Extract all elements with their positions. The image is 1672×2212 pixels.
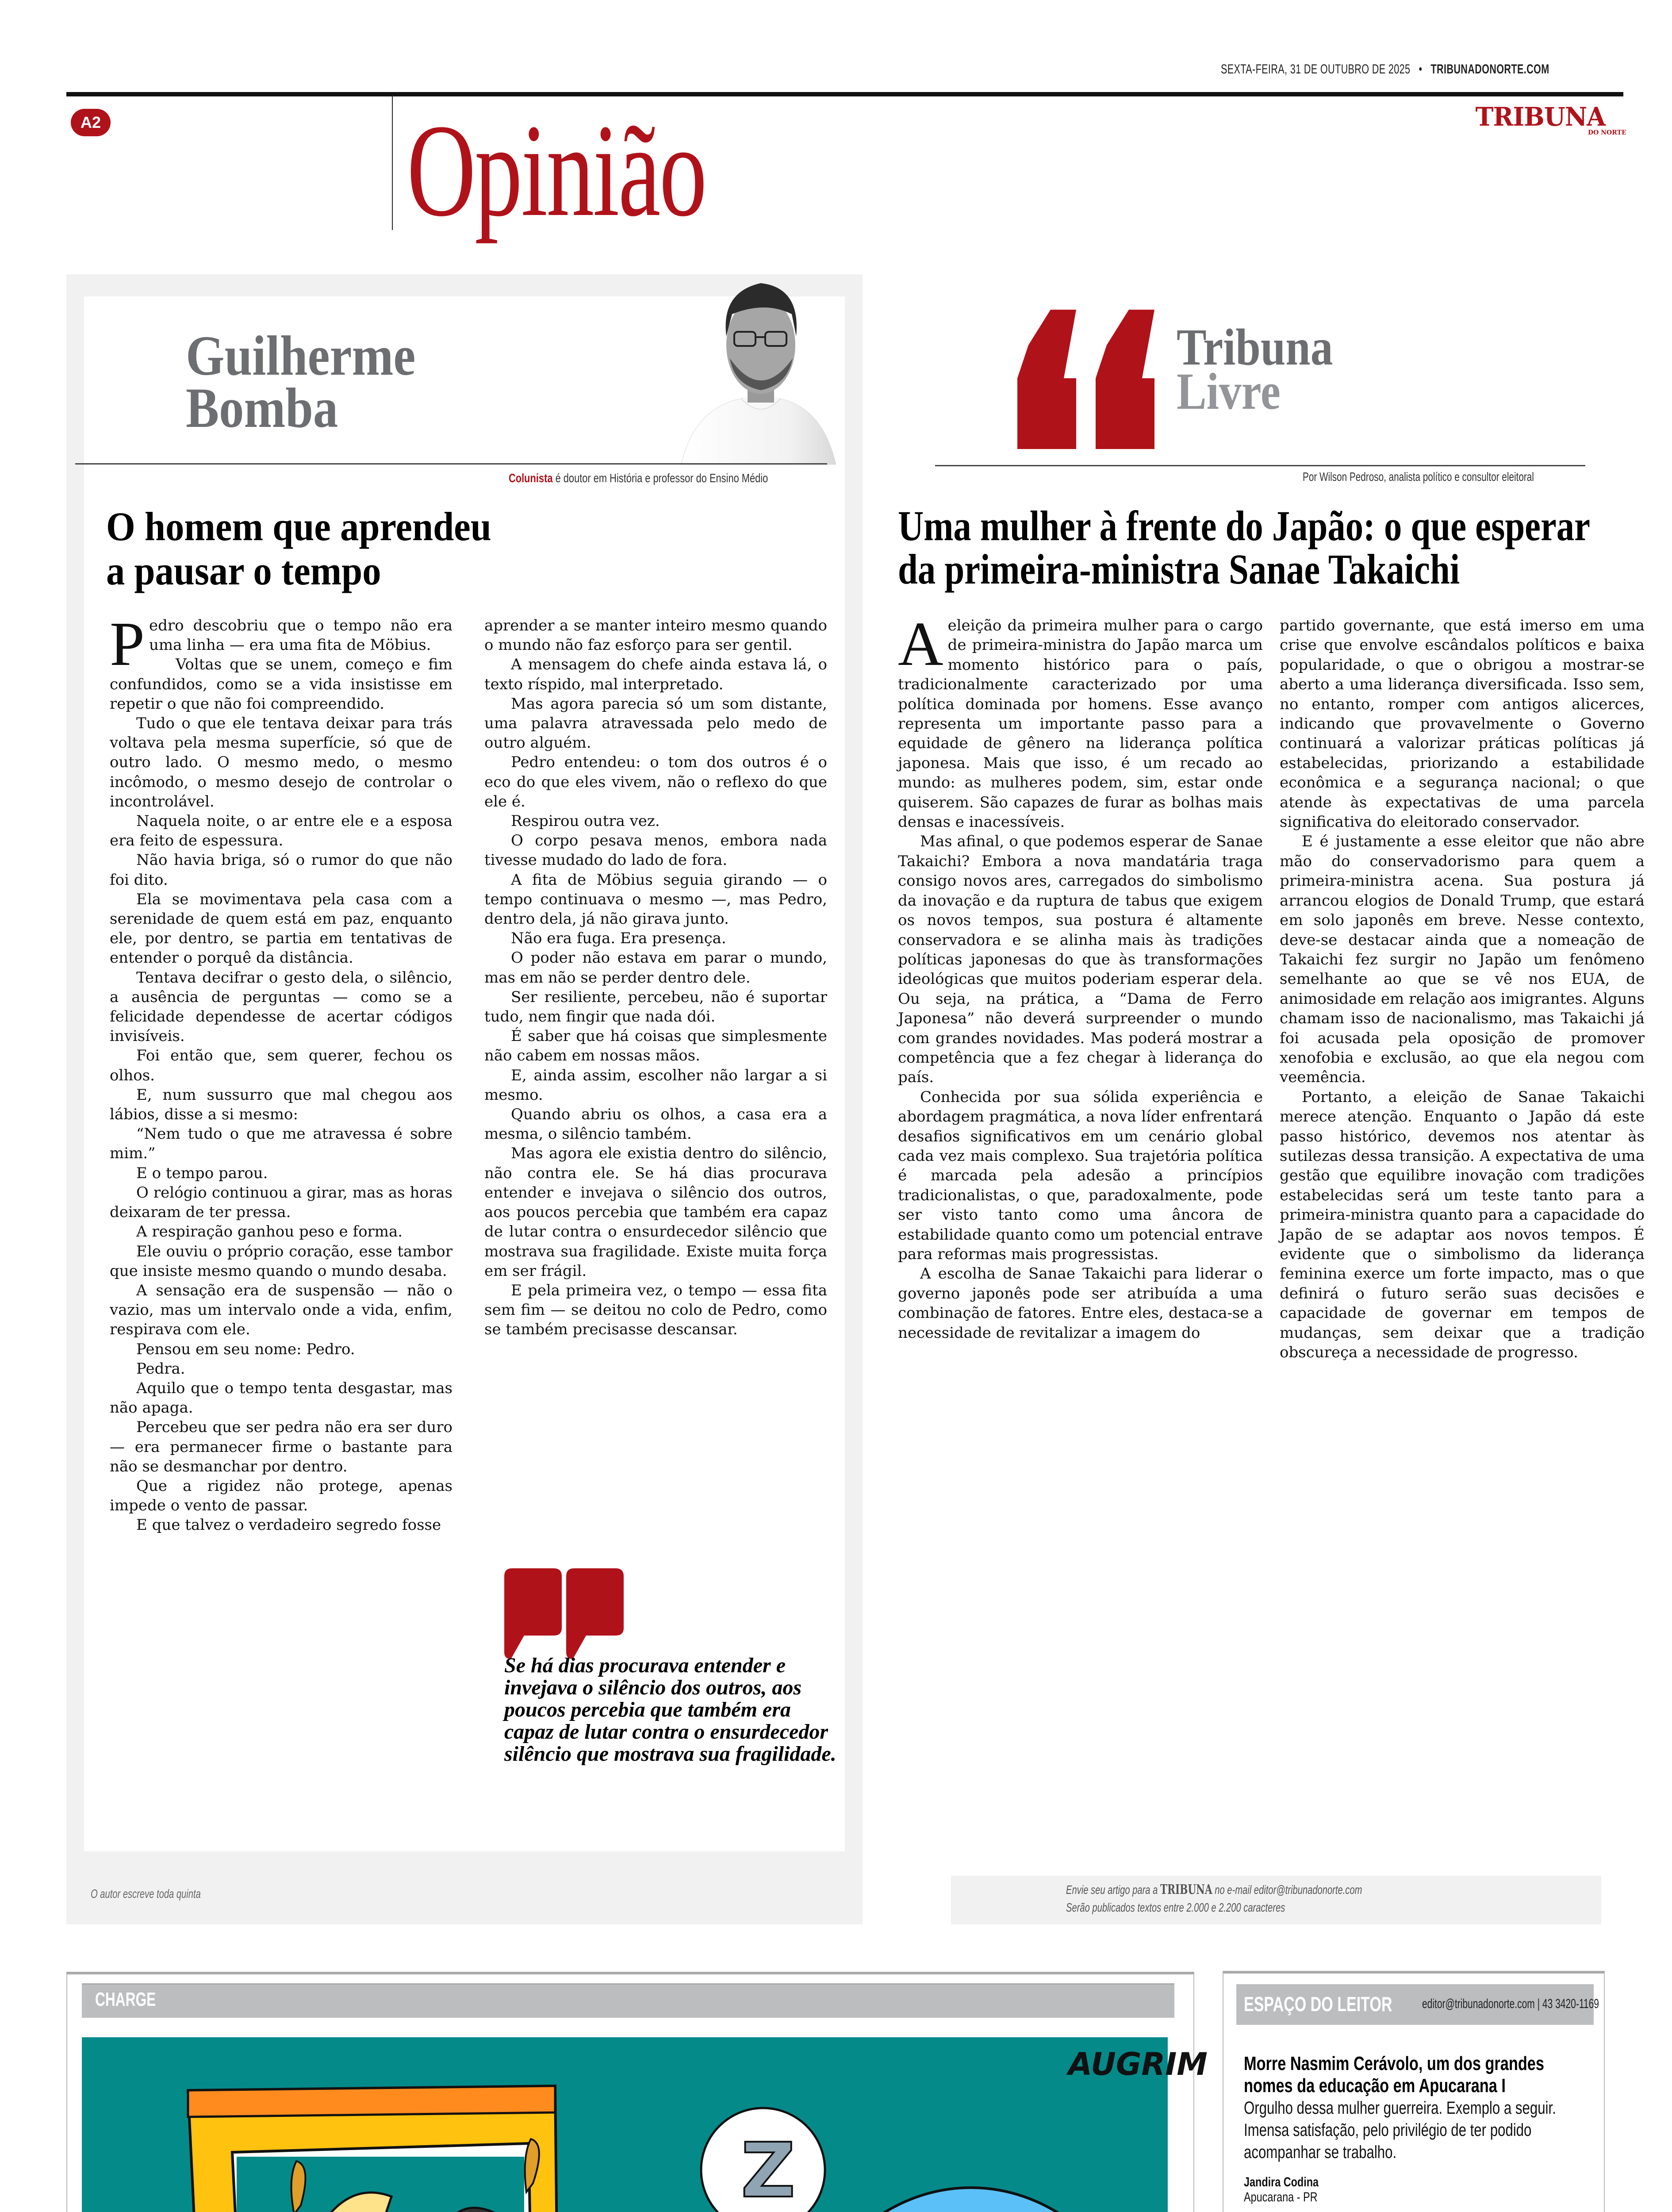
- paragraph: Ela se movimentava pela casa com a serenidade de quem está em paz, enquanto ele, por dentro, se partia em tentativas de entender o porquê da distância.: [110, 890, 453, 967]
- paragraph: A escolha de Sanae Takaichi para liderar o governo japonês pode ser atribuída a uma combinação de fatores. Entre eles, destaca-se a necessidade de revitalizar a imagem do: [898, 1265, 1263, 1342]
- cartoon-signature: AUGRIM: [1068, 2046, 1208, 2082]
- paragraph: Quando abriu os olhos, a casa era a mesma, o silêncio também.: [484, 1106, 827, 1143]
- paragraph: “Nem tudo o que me atravessa é sobre mim.”: [110, 1125, 453, 1163]
- paragraph: Portanto, a eleição de Sanae Takaichi merece atenção. Enquanto o Japão dá este passo histórico, devemos nos atentar às sutilezas dessa transição. A expectativa de uma gestão que equilibre inovação com tradições estabelecidas será um teste tanto para a primeira-ministra quanto para a capacidade do Japão de se adaptar aos novos tempos. É evidente que o simbolismo da liderança feminina exerce um forte impacto, mas o que definirá o futuro serão suas decisões e capacidade de governar em tempos de mudanças, sem deixar que a tradição obscureça a necessidade de progresso.: [1280, 1088, 1645, 1362]
- reader-letter: [1244, 2053, 1589, 2205]
- tribuna-livre-label: [1177, 318, 1333, 420]
- letter-city: Apucarana - PR: [1244, 2190, 1318, 2204]
- article-headline-line-2: da primeira-ministra Sanae Takaichi: [898, 545, 1460, 593]
- paragraph: A eleição da primeira mulher para o cargo de primeira-ministra do Japão marca um momento histórico para o país, tradicionalmente caracterizado por uma política dominada por homens. Esse avanço representa um importante passo para a equidade de gênero na liderança política japonesa. Mais que isso, é um recado ao mundo: as mulheres podem, sim, estar onde quiserem. São capazes de furar as bolhas mais densas e inacessíveis.: [898, 609, 1263, 831]
- website-link[interactable]: TRIBUNADONORTE.COM: [1430, 62, 1549, 77]
- paragraph: Não era fuga. Era presença.: [511, 929, 726, 948]
- paragraph: Foi então que, sem querer, fechou os olhos.: [110, 1047, 453, 1084]
- brand-logo: TRIBUNA: [1475, 102, 1606, 132]
- separator-dot: •: [1419, 62, 1423, 77]
- top-rule: [66, 92, 1623, 96]
- paragraph: Respirou outra vez.: [511, 812, 660, 830]
- paragraph: Voltas que se unem, começo e fim confundidos, como se a vida insistisse em repetir o que não foi compreendido.: [110, 656, 453, 713]
- paragraph: E, ainda assim, escolher não largar a si mesmo.: [484, 1066, 827, 1104]
- paragraph: A mensagem do chefe ainda estava lá, o texto ríspido, mal interpretado.: [484, 656, 827, 693]
- quotation-mark-icon: [1017, 310, 1163, 449]
- columnist-label: Colunista: [509, 471, 553, 485]
- column-text-col-2: [484, 616, 827, 1340]
- paragraph: E que talvez o verdadeiro segredo fosse: [136, 1516, 441, 1534]
- paragraph: É saber que há coisas que simplesmente não cabem em nossas mãos.: [484, 1027, 827, 1065]
- columnist-last-name: Bomba: [186, 376, 338, 439]
- section-title: Opinião: [407, 97, 706, 244]
- paragraph: Pedro entendeu: o tom dos outros é o eco do que eles vivem, não o reflexo do que ele é.: [484, 753, 827, 810]
- page-number-badge: A2: [71, 109, 111, 136]
- paragraph: aprender a se manter inteiro mesmo quando o mundo não faz esforço para ser gentil.: [484, 617, 827, 654]
- paragraph: Mas agora ele existia dentro do silêncio, não contra ele. Se há dias procurava entender e invejava o silêncio dos outros, aos poucos percebia que também era capaz de lutar contra o ensurdecedor silêncio que mostrava sua fragilidade. Existe muita força em ser frágil.: [484, 1144, 827, 1280]
- paragraph: Conhecida por sua sólida experiência e abordagem pragmática, a nova líder enfrentará desafios significativos em um cenário global cada vez mais complexo. Sua trajetória política é marcada pela adesão a princípios tradicionalistas, o que, paradoxalmente, pode ser visto tanto como uma âncora de estabilidade quanto como um potencial entrave para reformas mais progressistas.: [898, 1088, 1263, 1263]
- paragraph: A fita de Möbius seguia girando — o tempo continuava o mesmo —, mas Pedro, dentro dela, já não girava junto.: [484, 871, 827, 928]
- letter-title: Morre Nasmim Cerávolo, um dos grandes nomes da educação em Apucarana I: [1244, 2053, 1544, 2097]
- paragraph: E, num sussurro que mal chegou aos lábios, disse a si mesmo:: [110, 1086, 453, 1124]
- paragraph: Não havia briga, só o rumor do que não foi dito.: [110, 851, 453, 889]
- drop-cap: A: [898, 609, 943, 679]
- paragraph: Mas afinal, o que podemos esperar de Sanae Takaichi? Embora a nova mandatária traga consigo novos ares, carregados do simbolismo da inovação e da ruptura de tabus que exigem os novos tempos, sua postura é altamente conservadora e se alinha mais às tradições políticas japonesas do que às transformações ideológicas que muitos poderiam esperar dela. Ou seja, na prática, a “Dama de Ferro Japonesa” não deverá surpreender o mundo com grandes novidades. Mas poderá mostrar a competência que a fez chegar à liderança do país.: [898, 833, 1263, 1087]
- tribuna-livre-line-1: Tribuna: [1177, 318, 1333, 376]
- letter-author: Jandira Codina: [1244, 2175, 1319, 2189]
- paragraph: Aquilo que o tempo tenta desgastar, mas não apaga.: [110, 1379, 453, 1417]
- paragraph: Pedro descobriu que o tempo não era uma linha — era uma fita de Möbius.: [110, 609, 453, 679]
- paragraph: partido governante, que está imerso em uma crise que envolve escândalos políticos e baixa popularidade, o que o obrigou a mostrar-se aberto a uma liderança diversificada. Isso sem, no entanto, romper com antigos alicerces, indicando que provavelmente o Governo continuará a valorizar práticas políticas já estabelecidas, priorizando a estabilidade econômica e a segurança nacional; o que atende às expectativas de uma parcela significativa do eleitorado conservador.: [1280, 617, 1645, 831]
- paragraph: O relógio continuou a girar, mas as horas deixaram de ter pressa.: [110, 1183, 453, 1221]
- paragraph: Pensou em seu nome: Pedro.: [136, 1340, 355, 1358]
- reader-space-contact[interactable]: editor@tribunadonorte.com | 43 3420-1169: [1422, 1997, 1599, 2011]
- reader-space-title: ESPAÇO DO LEITOR: [1244, 1993, 1392, 2016]
- paragraph: E pela primeira vez, o tempo — essa fita sem fim — se deitou no colo de Pedro, como se também precisasse descansar.: [484, 1281, 827, 1339]
- paragraph: Ser resiliente, percebeu, não é suportar tudo, nem fingir que nada dói.: [484, 988, 827, 1026]
- columnist-bio: [509, 471, 768, 485]
- submit-brand: TRIBUNA: [1160, 1882, 1212, 1897]
- article-headline: [898, 502, 1590, 593]
- column-headline: [106, 504, 676, 593]
- tribuna-livre-divider: [935, 465, 1585, 466]
- article-text-col-2: [1280, 616, 1645, 1362]
- brand-logo-sub: DO NORTE: [1588, 129, 1626, 136]
- submit-email[interactable]: no e-mail editor@tribunadonorte.com: [1212, 1883, 1362, 1897]
- paragraph: Que a rigidez não protege, apenas impede o vento de passar.: [110, 1477, 453, 1515]
- paragraph: Mas agora parecia só um som distante, uma palavra atravessada pelo medo de outro alguém.: [484, 695, 827, 752]
- article-byline: Por Wilson Pedroso, analista político e consultor eleitoral: [1303, 470, 1534, 484]
- paragraph: O poder não estava em parar o mundo, mas em não se perder dentro dele.: [484, 949, 827, 987]
- paragraph: Ele ouviu o próprio coração, esse tambor que insiste mesmo quando o mundo desaba.: [110, 1242, 453, 1280]
- cartoon-thought-text: Z: [741, 2127, 796, 2212]
- paragraph: E é justamente a esse eleitor que não abre mão do conservadorismo para quem a primeira-ministra acena. Sua postura já arrancou elogios de Donald Trump, que estará em solo japonês em breve. Nesse contexto, deve-se destacar ainda que a nomeação de Takaichi fez surgir no Japão um fenômeno semelhante ao que se vê nos EUA, de animosidade em relação aos imigrantes. Alguns chamam isso de nacionalismo, mas Takaichi já foi acusada pela oposição de promover xenofobia e exclusão, ao que ela negou com veemência.: [1280, 833, 1645, 1087]
- charge-label: CHARGE: [95, 1989, 156, 2010]
- submit-article-text: Envie seu artigo para a TRIBUNA no e-mail editor@tribunadonorte.com Serão publicados textos entre 2.000 e 2.200 caracteres: [1066, 1882, 1362, 1914]
- columnist-bio-text: é doutor em História e professor do Ensino Médio: [552, 471, 768, 485]
- editorial-cartoon: [82, 2037, 1208, 2212]
- letter-body: Orgulho dessa mulher guerreira. Exemplo a seguir. Imensa satisfação, pelo privilégio de ter podido acompanhar se trabalho.: [1244, 2098, 1556, 2162]
- column-headline-line-2: a pausar o tempo: [106, 548, 381, 593]
- quote-icon: [504, 1568, 624, 1661]
- paragraph: A respiração ganhou peso e forma.: [136, 1223, 403, 1241]
- pull-quote: Se há dias procurava entender e invejava o silêncio dos outros, aos poucos percebia que também era capaz de lutar contra o ensurdecedor silêncio que mostrava sua fragilidade.: [504, 1654, 836, 1766]
- paragraph: Tentava decifrar o gesto dela, o silêncio, a ausência de perguntas — como se a felicidade dependesse de acertar códigos invisíveis.: [110, 968, 453, 1045]
- paragraph: A sensação era de suspensão — não o vazio, mas um intervalo onde a vida, enfim, respirava com ele.: [110, 1281, 453, 1339]
- column-headline-line-1: O homem que aprendeu: [106, 504, 491, 549]
- paragraph: E o tempo parou.: [136, 1164, 268, 1182]
- reader-letters-list: [1244, 2053, 1589, 2212]
- dateline: [1221, 62, 1549, 77]
- paragraph: Pedra.: [136, 1359, 185, 1378]
- columnist-divider: [75, 463, 827, 465]
- columnist-name: [186, 324, 416, 439]
- columnist-photo: [655, 274, 840, 465]
- title-divider: [392, 95, 393, 230]
- charge-header: [82, 1983, 1174, 2018]
- column-schedule-note: O autor escreve toda quinta: [91, 1887, 201, 1901]
- paragraph: O corpo pesava menos, embora nada tivesse mudado do lado de fora.: [484, 832, 827, 869]
- article-headline-line-1: Uma mulher à frente do Japão: o que esperar: [898, 502, 1590, 549]
- tribuna-livre-line-2: Livre: [1177, 362, 1281, 420]
- article-text-col-1: [898, 609, 1263, 1343]
- columnist-first-name: Guilherme: [186, 324, 416, 387]
- paragraph: Naquela noite, o ar entre ele e a esposa era feito de espessura.: [110, 812, 453, 850]
- paragraph: Tudo o que ele tentava deixar para trás voltava pela mesma superfície, só que de outro lado. O mesmo medo, o mesmo incômodo, o mesmo desejo de controlar o incontrolável.: [110, 714, 453, 810]
- date-text: SEXTA-FEIRA, 31 DE OUTUBRO DE 2025: [1221, 62, 1411, 77]
- drop-cap: P: [110, 609, 145, 679]
- column-text-col-1: [110, 609, 453, 1535]
- paragraph: Percebeu que ser pedra não era ser duro — era permanecer firme o bastante para não se desmanchar por dentro.: [110, 1418, 453, 1475]
